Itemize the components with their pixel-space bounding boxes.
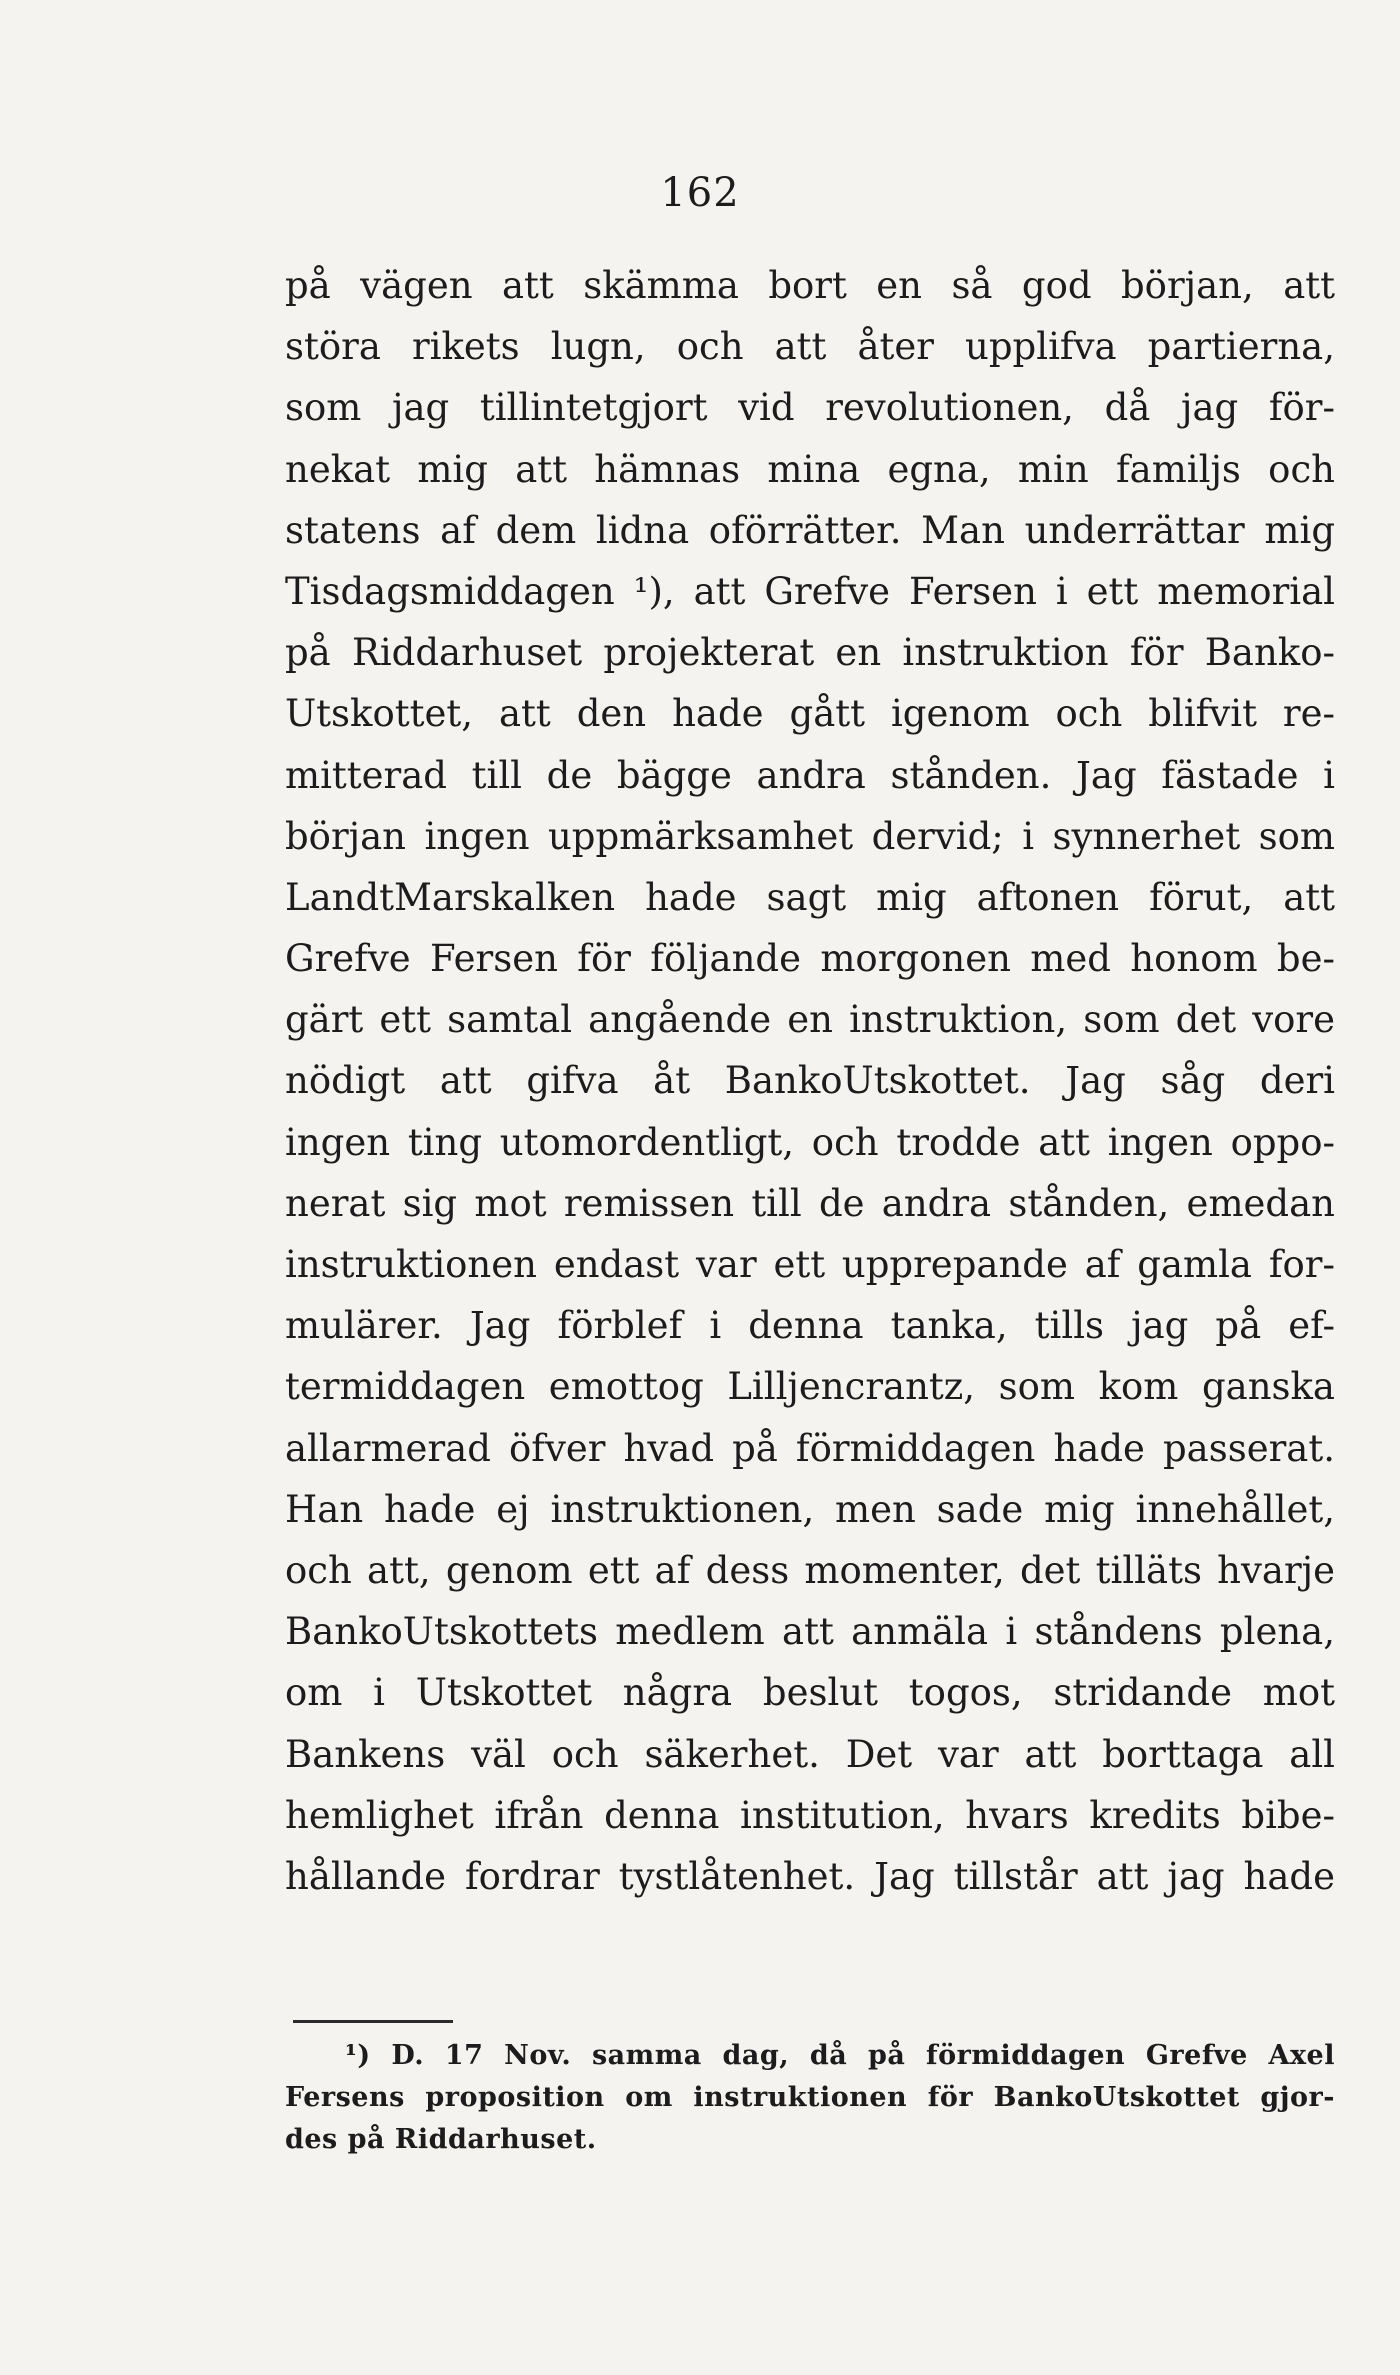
footnote-line: des på Riddarhuset. [285,2124,597,2155]
text-line: om i Utskottet några beslut togos, stridande mot [285,1671,1335,1715]
body-text [285,255,1335,1907]
text-line: mulärer. Jag förblef i denna tanka, tills jag på ef- [285,1304,1335,1348]
text-line: mitterad till de bägge andra stånden. Jag fästade i [285,753,1335,797]
text-line: på vägen att skämma bort en så god början, att [285,264,1335,307]
footnotes [285,2020,1335,2161]
text-line: ingen ting utomordentligt, och trodde att ingen oppo- [285,1120,1335,1164]
text-line: nerat sig mot remissen till de andra stånden, emedan [285,1181,1335,1225]
text-line: Han hade ej instruktionen, men sade mig innehållet, [285,1487,1335,1531]
text-line: och att, genom ett af dess momenter, det tilläts hvarje [285,1548,1335,1592]
text-line: gärt ett samtal angående en instruktion, som det vore [285,998,1335,1042]
footnote-line: Fersens proposition om instruktionen för BankoUtskottet gjor- [285,2082,1335,2113]
text-line: hemlighet ifrån denna institution, hvars kredits bibe- [285,1793,1335,1837]
text-line: Tisdagsmiddagen ¹), att Grefve Fersen i ett memorial [285,569,1335,613]
text-line: början ingen uppmärksamhet dervid; i synnerhet som [285,814,1335,858]
footnote-divider [293,2020,453,2023]
text-line: statens af dem lidna oförrätter. Man underrättar mig [285,508,1335,552]
text-line: som jag tillintetgjort vid revolutionen, då jag för- [285,386,1335,430]
text-line: Bankens väl och säkerhet. Det var att borttaga all [285,1732,1335,1776]
text-line: Utskottet, att den hade gått igenom och blifvit re- [285,692,1335,736]
text-line: termiddagen emottog Lilljencrantz, som kom ganska [285,1365,1335,1409]
text-line: på Riddarhuset projekterat en instruktion för Banko- [285,631,1335,675]
text-line: Grefve Fersen för följande morgonen med honom be- [285,937,1335,981]
text-line: allarmerad öfver hvad på förmiddagen hade passerat. [285,1426,1335,1470]
footnote-line: ¹) D. 17 Nov. samma dag, då på förmiddagen Grefve Axel [345,2040,1335,2071]
text-line: LandtMarskalken hade sagt mig aftonen förut, att [285,875,1335,919]
page-number: 162 [660,170,740,216]
text-line: instruktionen endast var ett upprepande af gamla for- [285,1243,1335,1286]
text-line: BankoUtskottets medlem att anmäla i ståndens plena, [285,1610,1335,1654]
text-line: störa rikets lugn, och att åter upplifva partierna, [285,325,1335,369]
text-line: nekat mig att hämnas mina egna, min familjs och [285,447,1335,491]
text-line: nödigt att gifva åt BankoUtskottet. Jag såg deri [285,1059,1335,1103]
text-line: hållande fordrar tystlåtenhet. Jag tillstår att jag hade [285,1854,1335,1898]
